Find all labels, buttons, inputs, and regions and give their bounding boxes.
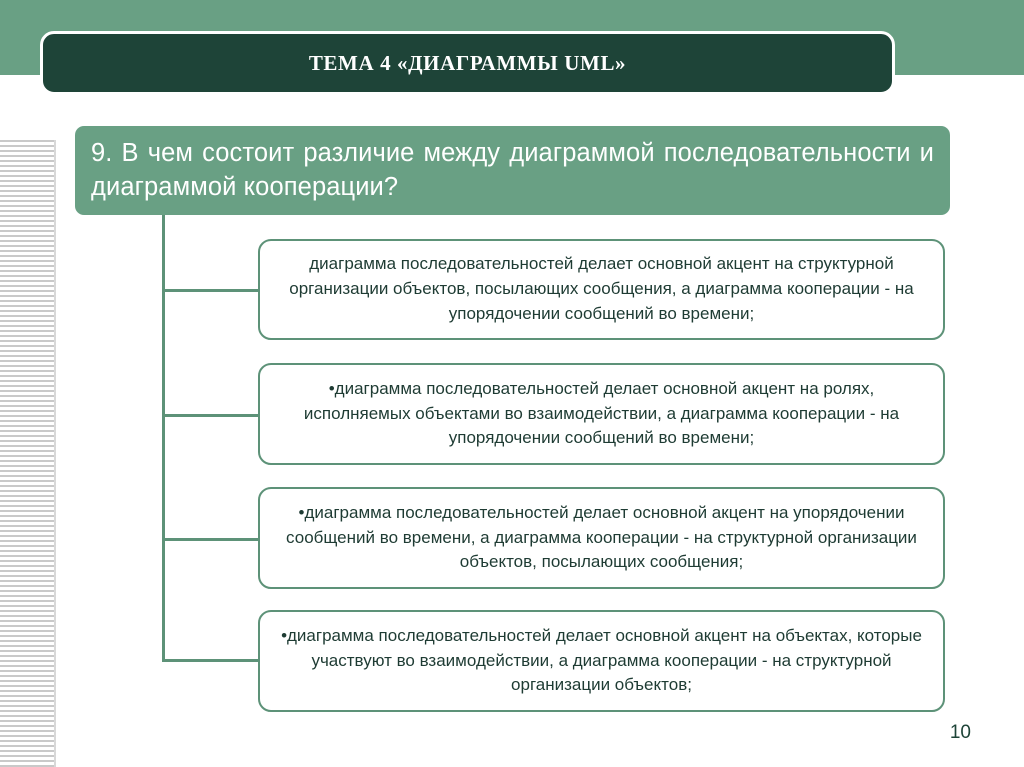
answer-option-1-text: диаграмма последовательностей делает основной акцент на структурной организации объектов, посылающих сообщения, а диаграмма кооперации - на упорядочении сообщений во времени;	[289, 254, 914, 323]
connector-branch-4	[162, 659, 262, 662]
answer-option-2[interactable]	[258, 363, 945, 465]
answer-option-2-text: •диаграмма последовательностей делает основной акцент на ролях, исполняемых объектами во взаимодействии, а диаграмма кооперации - на упорядочении сообщений во времени;	[303, 378, 900, 448]
page-number: 10	[949, 722, 971, 743]
answer-option-4[interactable]	[258, 610, 945, 712]
answer-option-4-text: •диаграмма последовательностей делает основной акцент на объектах, которые участвуют во взаимодействии, а диаграмма кооперации - на структурной организации объектов;	[281, 625, 922, 695]
question-text: 9. В чем состоит различие между диаграммой последовательности и диаграммой кооперации?	[91, 139, 934, 201]
answer-option-3[interactable]	[258, 487, 945, 589]
slide-header-plate	[40, 31, 895, 95]
left-stripe-decoration	[0, 140, 56, 767]
connector-branch-2	[162, 414, 262, 417]
answer-option-3-text: •диаграмма последовательностей делает основной акцент на упорядочении сообщений во времени, а диаграмма кооперации - на структурной организации объектов, посылающих сообщения;	[286, 502, 917, 572]
connector-branch-1	[162, 289, 262, 292]
connector-branch-3	[162, 538, 262, 541]
answer-option-1[interactable]	[258, 239, 945, 340]
page-title: ТЕМА 4 «ДИАГРАММЫ UML»	[308, 50, 627, 75]
question-banner	[75, 126, 950, 215]
left-stripe-edge	[54, 140, 56, 767]
connector-trunk-line	[162, 215, 165, 662]
